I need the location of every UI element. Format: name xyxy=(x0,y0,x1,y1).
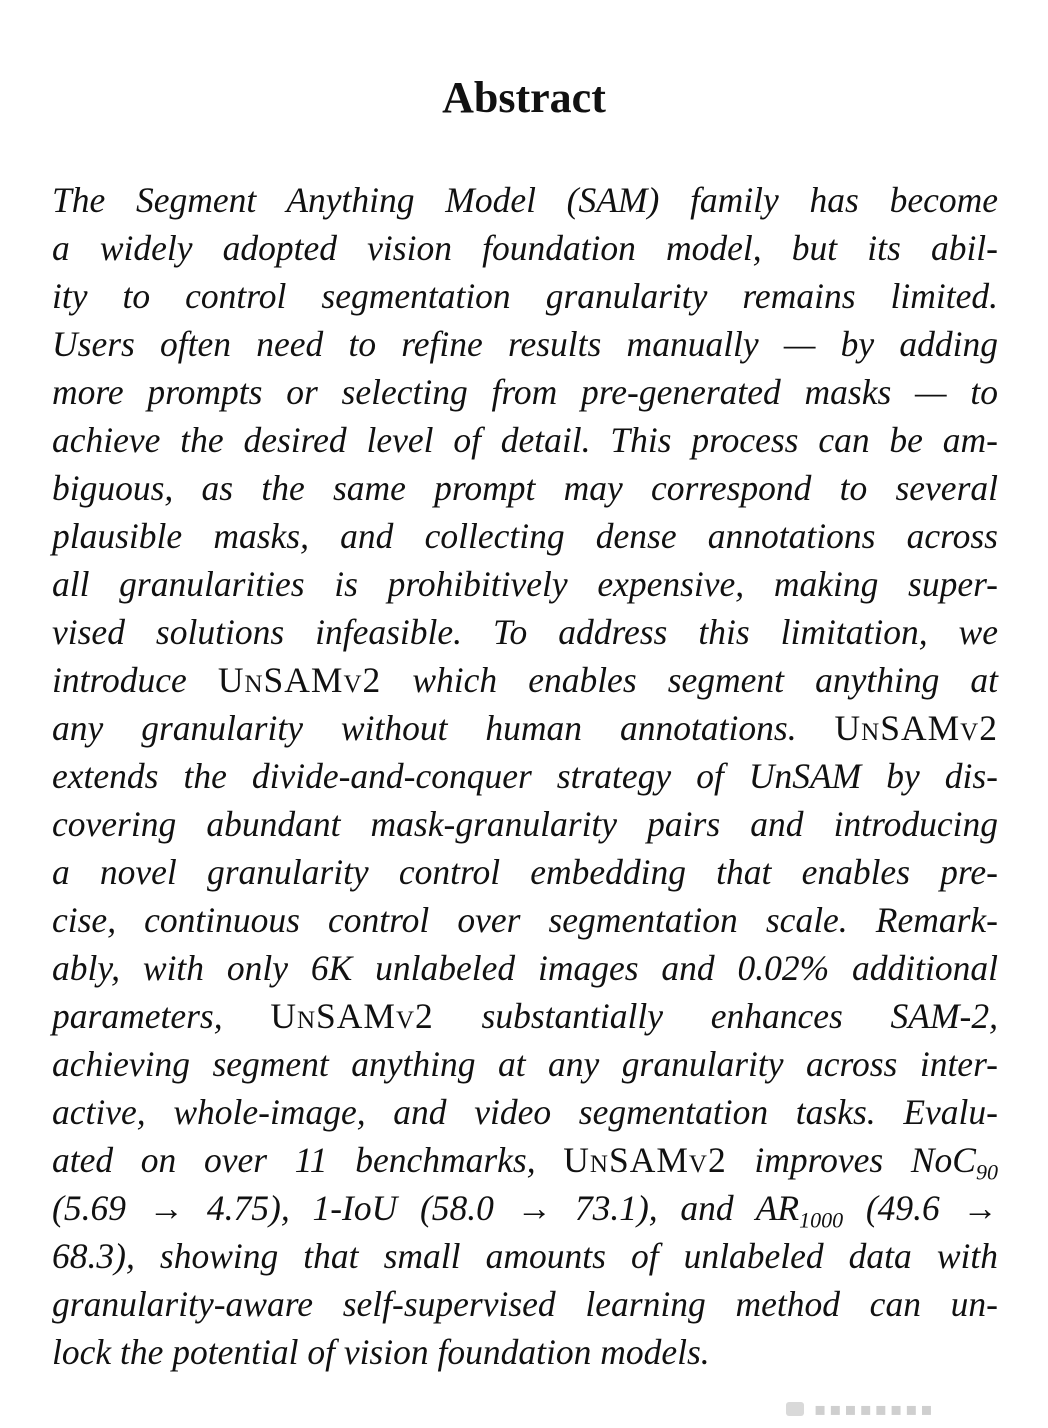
subscript: 1000 xyxy=(799,1207,844,1233)
abstract-line: ated on over 11 benchmarks, UnSAMv2 improves NoC$_{90}$ xyxy=(52,1140,998,1185)
abstract-line: covering abundant mask-granularity pairs and introducing xyxy=(52,804,998,844)
abstract-line: introduce UnSAMv2 which enables segment anything at xyxy=(52,660,998,700)
watermark-mark: ▪▪▪▪▪▪▪▪ xyxy=(814,1398,936,1420)
watermark xyxy=(786,1396,1022,1422)
method-name: UnSAMv2 xyxy=(834,708,998,748)
abstract-line: The Segment Anything Model (SAM) family has become xyxy=(52,180,998,220)
watermark-logo-icon xyxy=(786,1402,804,1416)
abstract-line: biguous, as the same prompt may correspond to several xyxy=(52,468,998,508)
section-title: Abstract xyxy=(442,73,606,122)
method-name: UnSAMv2 xyxy=(563,1140,727,1180)
abstract-line: (5.69 → 4.75), 1-IoU (58.0 → 73.1), and $AR_{1000}$ (49.6 → xyxy=(52,1188,999,1233)
abstract-line: a widely adopted vision foundation model, but its abil- xyxy=(52,228,998,268)
abstract-line: more prompts or selecting from pre-generated masks — to xyxy=(52,372,998,412)
abstract-line: all granularities is prohibitively expensive, making super- xyxy=(52,564,998,604)
abstract-line: Users often need to refine results manually — by adding xyxy=(52,324,998,364)
abstract-line: parameters, UnSAMv2 substantially enhances SAM-2, xyxy=(52,996,998,1036)
abstract-line: cise, continuous control over segmentation scale. Remark- xyxy=(52,900,998,940)
method-name: UnSAMv2 xyxy=(270,996,434,1036)
abstract-line: achieve the desired level of detail. This process can be am- xyxy=(52,420,998,460)
abstract-line: any granularity without human annotations. UnSAMv2 xyxy=(52,708,998,748)
abstract-line: a novel granularity control embedding that enables pre- xyxy=(52,852,998,892)
abstract-line: 68.3), showing that small amounts of unlabeled data with xyxy=(52,1236,998,1276)
abstract-body xyxy=(52,176,998,1376)
abstract-line: lock the potential of vision foundation models. xyxy=(52,1332,710,1372)
abstract-line: vised solutions infeasible. To address this limitation, we xyxy=(52,612,998,652)
subscript: 90 xyxy=(976,1159,998,1185)
abstract-line: plausible masks, and collecting dense annotations across xyxy=(52,516,998,556)
abstract-line: ably, with only 6K unlabeled images and 0.02% additional xyxy=(52,948,998,988)
abstract-line: ity to control segmentation granularity remains limited. xyxy=(52,276,998,316)
abstract-line: granularity-aware self-supervised learning method can un- xyxy=(52,1284,998,1324)
abstract-line: achieving segment anything at any granularity across inter- xyxy=(52,1044,998,1084)
abstract-line: extends the divide-and-conquer strategy of UnSAM by dis- xyxy=(52,756,998,796)
abstract-line: active, whole-image, and video segmentation tasks. Evalu- xyxy=(52,1092,998,1132)
method-name: UnSAMv2 xyxy=(217,660,382,700)
